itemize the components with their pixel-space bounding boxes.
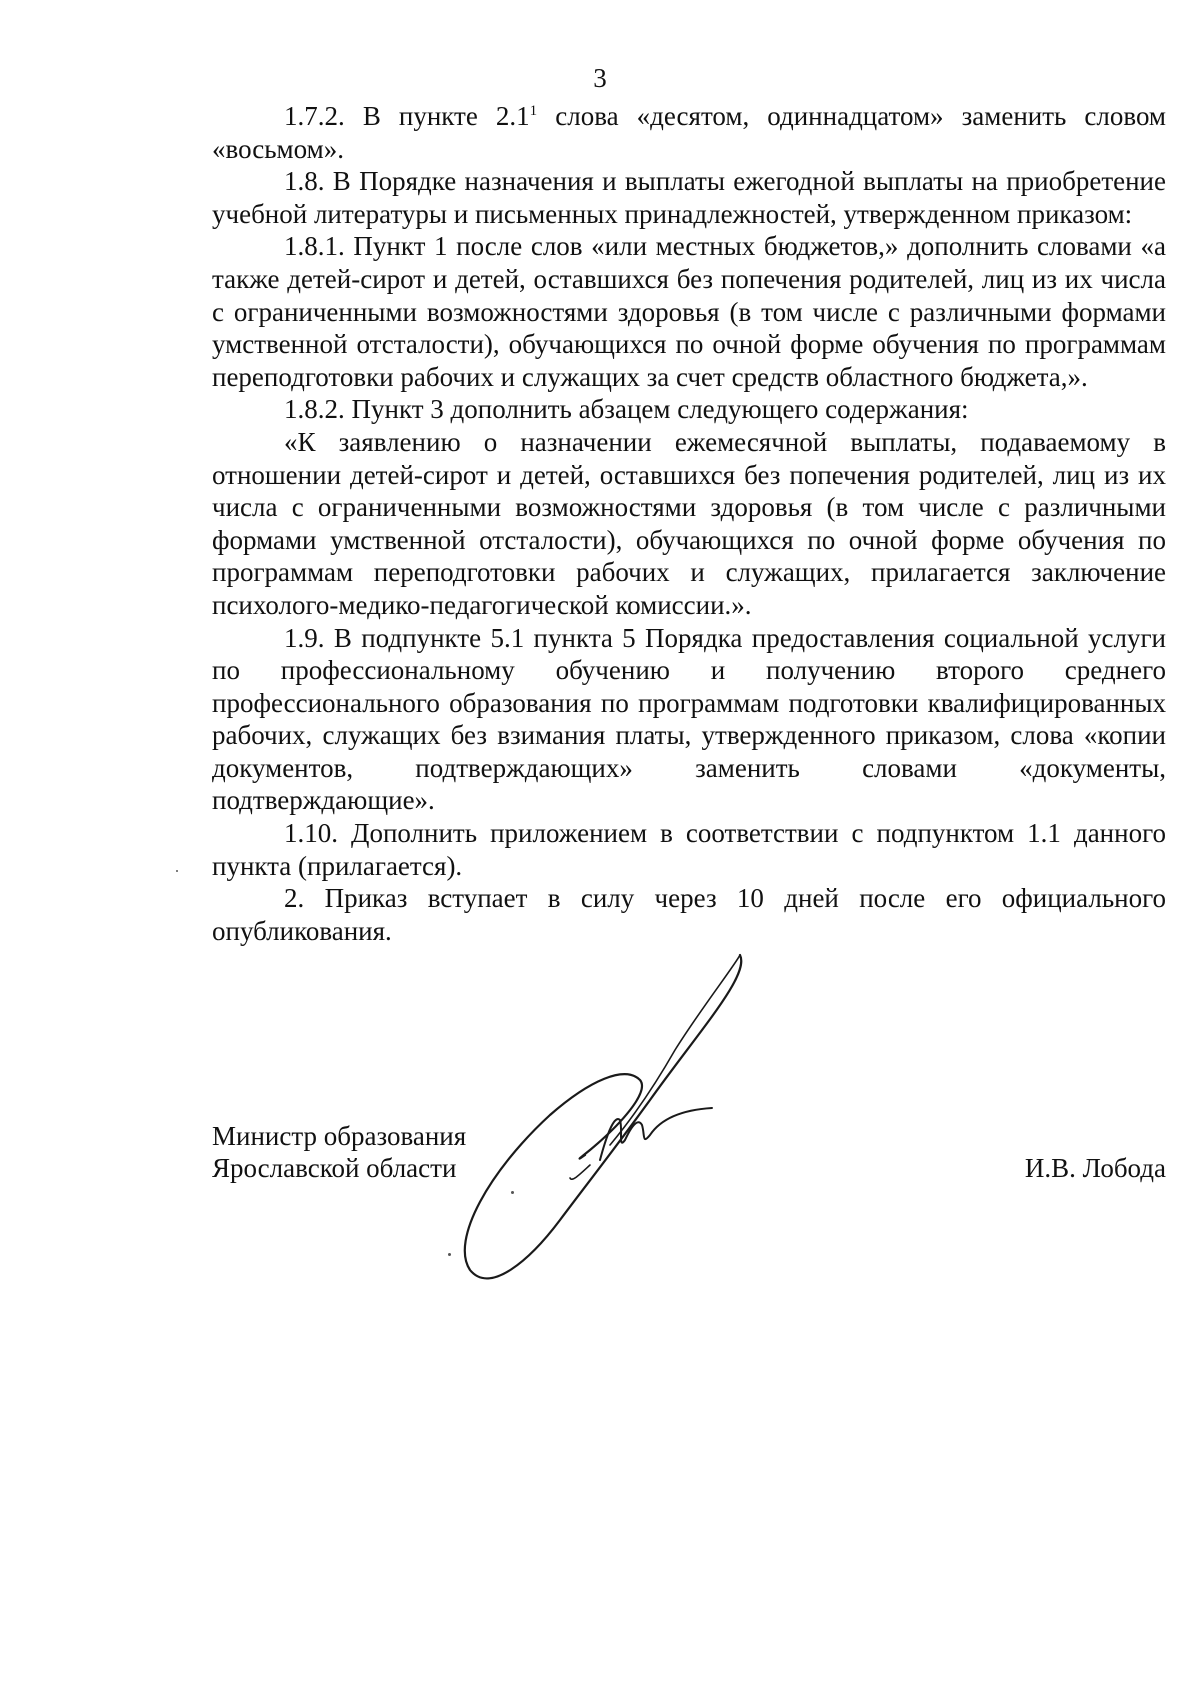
page-number: 3 <box>593 63 607 93</box>
scan-speck <box>176 870 178 872</box>
paragraph-1-8-2: 1.8.2. Пункт 3 дополнить абзацем следующего содержания: <box>284 394 969 425</box>
paragraph-1-8-1: 1.8.1. Пункт 1 после слов «или местных бюджетов,» дополнить словами «а также детей-сирот и детей, оставшихся без попечения родителей, лиц из их числа с ограниченными возможностями здоровья (в том числе с различными формами умственной отсталости), обучающихся по очной форме обучения по программам переподготовки рабочих и служащих за счет средств областного бюджета,». <box>212 231 1166 392</box>
document-body <box>212 100 1166 947</box>
paragraph-quoted-addition: «К заявлению о назначении ежемесячной выплаты, подаваемому в отношении детей-сирот и детей, оставшихся без попечения родителей, лиц из их числа с ограниченными возможностями здоровья (в том числе с различными формами умственной отсталости), обучающихся по очной форме обучения по программам переподготовки рабочих и служащих, прилагается заключение психолого-медико-педагогической комиссии.». <box>212 426 1166 620</box>
scan-speck <box>448 1253 451 1256</box>
footnote-superscript: 1 <box>529 103 538 119</box>
signer-title-line-2: Ярославской области <box>212 1153 457 1183</box>
paragraph-1-9: 1.9. В подпункте 5.1 пункта 5 Порядка предоставления социальной услуги по профессиональному обучению и получению второго среднего профессионального образования по программам подготовки квалифицированных рабочих, служащих без взимания платы, утвержденного приказом, слова «копии документов, подтверждающих» заменить словами «документы, подтверждающие». <box>212 622 1166 816</box>
signer-title <box>212 1120 466 1184</box>
scan-speck <box>511 1191 514 1194</box>
signer-name: И.В. Лобода <box>1024 1153 1166 1183</box>
signer-title-line-1: Министр образования <box>212 1121 467 1151</box>
handwritten-signature <box>450 950 790 1330</box>
paragraph-2: 2. Приказ вступает в силу через 10 дней после его официального опубликования. <box>212 883 1166 946</box>
paragraph-1-7-2: 1.7.2. В пункте $2.1^1$ слова «десятом, одиннадцатом» заменить словом «восьмом». <box>212 101 1167 164</box>
paragraph-1-8: 1.8. В Порядке назначения и выплаты ежегодной выплаты на приобретение учебной литературы и письменных принадлежностей, утвержденном приказом: <box>212 166 1166 229</box>
paragraph-1-10: 1.10. Дополнить приложением в соответствии с подпунктом 1.1 данного пункта (прилагается). <box>212 818 1166 881</box>
